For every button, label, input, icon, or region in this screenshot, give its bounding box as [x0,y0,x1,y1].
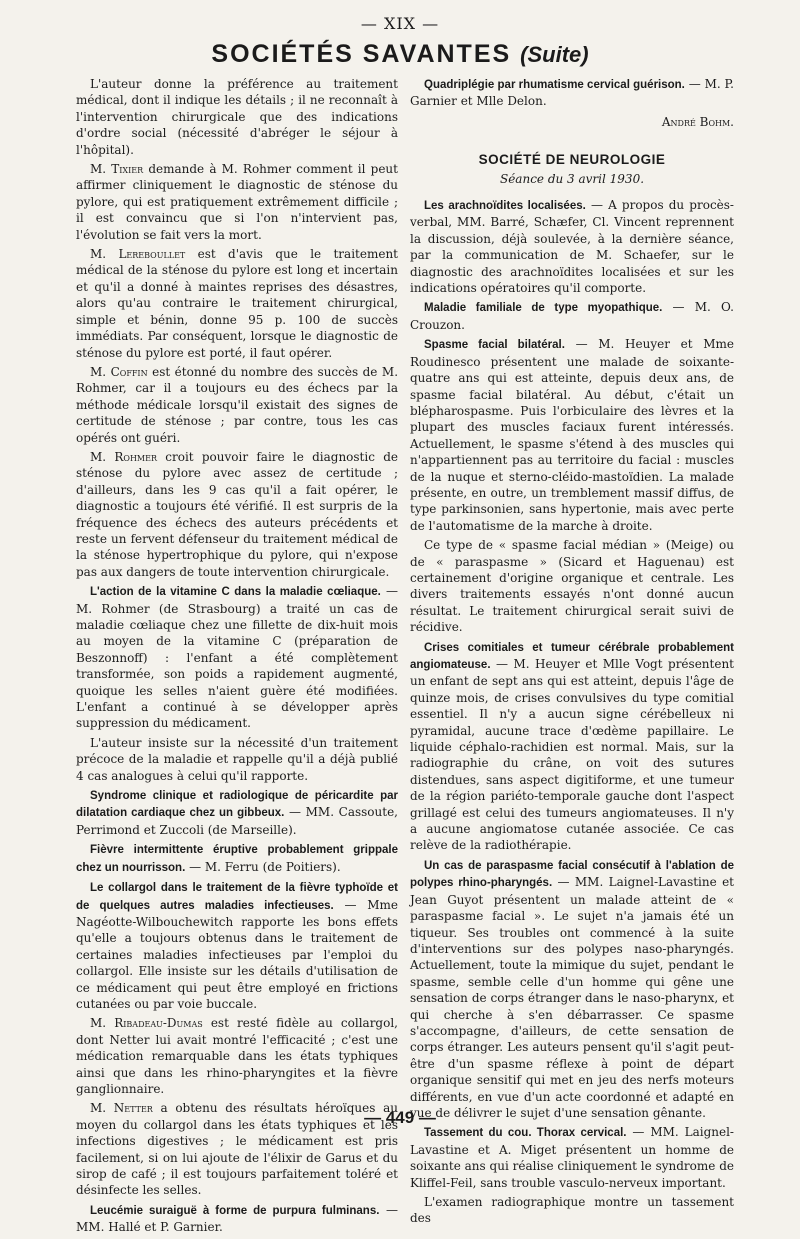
paragraph: Quadriplégie par rhumatisme cervical guérison. — M. P. Garnier et Mlle Delon. [410,77,734,109]
left-column [76,76,398,1239]
paragraph: Leucémie suraiguë à forme de purpura fulminans. — MM. Hallé et P. Garnier. [76,1202,398,1235]
paragraph: Spasme facial bilatéral. — M. Heuyer et Mme Roudinesco présentent une malade de soixante-quatre ans qui est atteinte, depuis deux ans, de spasme facial bilatéral. Au début, c'était un blépharospasme. Puis l'orbiculaire des lèvres et la plupart des muscles faciaux furent intéressés. Actuellement, le spasme s'étend à des muscles qui n'appartiennent pas au territoire du facial : muscles de la nuque et sterno-cléido-mastoïdien. La malade présente, en outre, un tremblement massif diffus, de type parkinsonien, sans hypertonie, mais avec perte de l'automatisme de la marche à droite. [410,337,734,533]
paragraph: M. Ribadeau-Dumas est resté fidèle au collargol, dont Netter lui avait montré l'efficacité ; c'est une médication remarquable dans les états typhiques ainsi que dans les rhino-pharyngites et la fièvre ganglionnaire. [76,1016,398,1096]
page-title [0,40,800,69]
paragraph: M. Coffin est étonné du nombre des succès de M. Rohmer, car il a toujours eu des échecs par la méthode médicale lorsqu'il existait des signes de certitude de sténose ; par contre, tous les cas opérés ont guéri. [76,364,399,445]
right-column [410,76,734,1230]
title-suite: (Suite) [520,42,589,67]
paragraph: Un cas de paraspasme facial consécutif à l'ablation de polypes rhino-pharyngés. — MM. Laignel-Lavastine et Jean Guyot présentent un malade atteint de « paraspasme facial ». Le sujet n'a jamais été un tiqueur. Ses troubles ont commencé à la suite d'interventions sur des polypes naso-pharyngés. Actuellement, toute la mimique du sujet, pendant le spasme, semble celle d'un homme qui gêne une sensation de corps étranger dans le naso-pharynx, et qui cherche à s'en débarrasser. Ce spasme s'accompagne, d'ailleurs, de cette sensation de corps étranger. Les auteurs pensent qu'il s'agit peut-être d'un spasme réflexe à point de départ organique sensitif qui met en jeu des nerfs moteurs différents, en vue d'un acte coordonné et adapté en vue de délivrer le sujet d'une sensation gênante. [410,859,735,1120]
title-text: SOCIÉTÉS SAVANTES [211,40,512,68]
paragraph: L'auteur donne la préférence au traitement médical, dont il indique les détails ; il ne reconnaît à l'intervention chirurgicale que des indications d'ordre social (nécessité d'abréger le séjour à l'hôpital). [76,77,398,157]
paragraph: M. Tixier demande à M. Rohmer comment il peut affirmer cliniquement le diagnostic de sténose du pylore, qui est pratiquement extrêmement difficile ; il est convaincu que si l'on n'intervient pas, l'évolution se fait vers la mort. [76,162,398,242]
signature: André Bohm. [661,114,734,129]
paragraph: L'auteur insiste sur la nécessité d'un traitement précoce de la maladie et rappelle qu'il a déjà publié 4 cas analogues à celui qu'il rapporte. [76,735,398,783]
paragraph: Maladie familiale de type myopathique. — M. O. Crouzon. [410,300,734,332]
page-number: — 449 — [364,1108,436,1127]
paragraph: Fièvre intermittente éruptive probablement grippale chez un nourrisson. — M. Ferru (de Poitiers). [76,844,398,874]
paragraph: M. Netter a obtenu des résultats héroïques au moyen du collargol dans les états typhiques et les infections digestives ; le médicament est pris facilement, si on lui ajoute de l'élixir de Garus et du sirop de café ; il est toujours parfaitement toléré et désinfecte les selles. [76,1101,398,1198]
paragraph: Ce type de « spasme facial médian » (Meige) ou de « paraspasme » (Sicard et Haguenau) est certainement d'origine organique et centrale. Les divers traitements essayés n'ont donné aucun résultat. Le traitement chirurgical serait suivi de récidive. [410,538,734,635]
session-date: Séance du 3 avril 1930. [499,171,645,186]
paragraph: L'action de la vitamine C dans la maladie cœliaque. — M. Rohmer (de Strasbourg) a traité un cas de maladie cœliaque chez une fillette de dix-huit mois au moyen de la vitamine C (préparation de Beszonnoff) : l'enfant a été complètement transformée, son poids a rapidement augmenté, quoique les selles n'aient guère été modifiées. L'enfant a continué à se développer après suppression du médicament. [76,584,399,731]
paragraph: Crises comitiales et tumeur cérébrale probablement angiomateuse. — M. Heuyer et Mlle Vogt présentent un enfant de sept ans qui est atteint, depuis l'âge de quinze mois, de crises convulsives du type comitial essentiel. Il n'y a aucun signe cérébelleux ni pyramidal, aucune trace d'œdème papillaire. Le liquide céphalo-rachidien est normal. Mais, sur la radiographie du crâne, on voit des sutures distendues, sans aspect digitiforme, et une tumeur de la région pariéto-temporale gauche dont l'aspect grillagé est celui des tumeurs angiomateuses. Il n'y a aucune angiomatose cutanée associée. Ce cas relève de la radiothérapie. [410,641,734,853]
roman-page-number: — XIX — [360,14,440,33]
paragraph: Syndrome clinique et radiologique de péricardite par dilatation cardiaque chez un gibbeux. — MM. Cassoute, Perrimond et Zuccoli (de Marseille). [76,790,398,837]
paragraph: Le collargol dans le traitement de la fièvre typhoïde et de quelques autres maladies infectieuses. — Mme Nagéotte-Wilbouchewitch rapporte les bons effets qu'elle a toujours obtenus dans le traitement de certaines maladies infectieuses par l'emploi du collargol. Elle insiste sur les détails d'utilisation de ce médicament qui peut être employé en frictions cutanées ou par voie buccale. [76,882,398,1011]
paragraph: M. Lereboullet est d'avis que le traitement médical de la sténose du pylore est long et incertain et qu'il a donné à maintes reprises des désastres, alors qu'au contraire le traitement chirurgical, simple et bénin, donne 95 p. 100 de succès immédiats. Par conséquent, lorsque le diagnostic de sténose du pylore est porté, il faut opérer. [76,247,398,360]
paragraph: M. Rohmer croit pouvoir faire le diagnostic de sténose du pylore avec assez de certitude ; d'ailleurs, dans les 9 cas qu'il a fait opérer, le diagnostic a toujours été vérifié. Il est surpris de la fréquence des échecs des auteurs précédents et reste un fervent défenseur du traitement médical de la sténose hypertrophique du pylore, qui n'expose pas aux dangers de toute intervention chirurgicale. [76,449,398,579]
section-heading: SOCIÉTÉ DE NEUROLOGIE [478,152,666,168]
paragraph: Les arachnoïdites localisées. — A propos du procès-verbal, MM. Barré, Schæfer, Cl. Vincent reprennent la discussion, déjà soulevée, à la dernière séance, par la communication de M. Schaefer, sur le diagnostic des arachnoïdites localisées et sur les indications opératoires qu'il comporte. [410,198,734,296]
paragraph: L'examen radiographique montre un tassement des [410,1195,734,1226]
paragraph: Tassement du cou. Thorax cervical. — MM. Laignel-Lavastine et A. Miget présentent un homme de soixante ans qui réalise cliniquement le syndrome de Kliffel-Feil, sans trouble vasculo-nerveux important. [410,1125,734,1190]
